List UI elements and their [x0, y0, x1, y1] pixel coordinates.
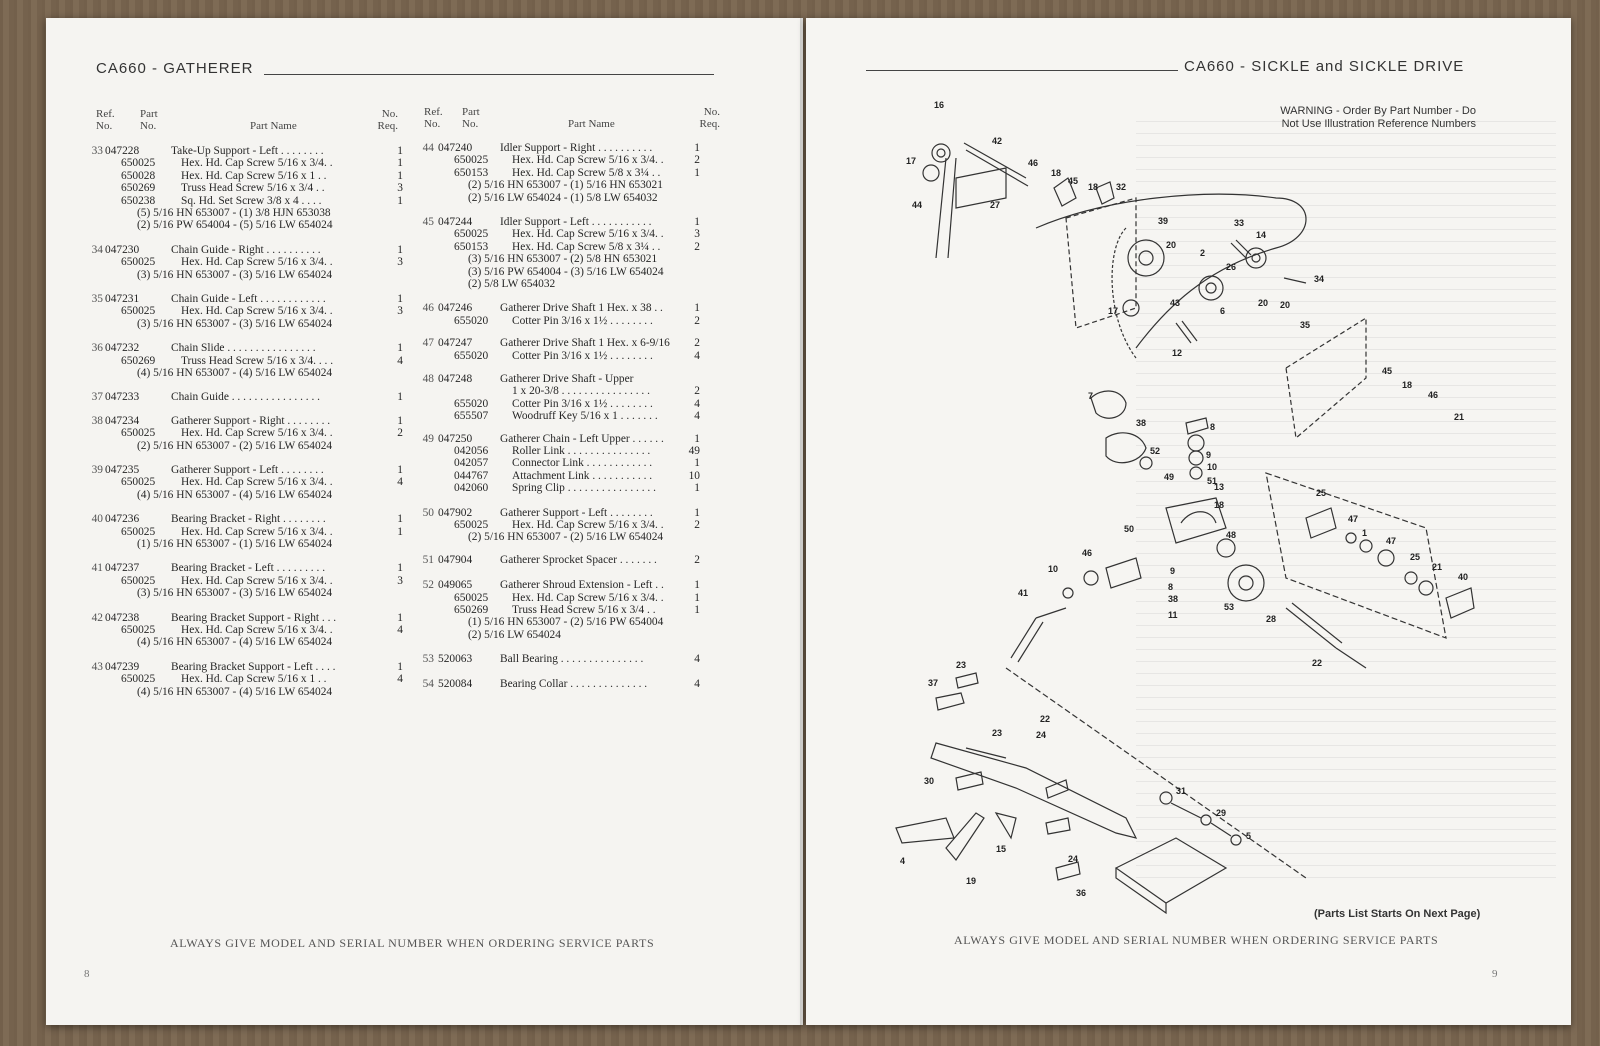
part-number: 042060 — [454, 482, 489, 495]
part-name: Hex. Hd. Cap Screw 5/16 x 3/4. . — [181, 574, 333, 587]
part-name: (2) 5/16 LW 654024 — [468, 628, 561, 641]
callout-number: 18 — [1402, 380, 1413, 390]
callout-number: 47 — [1348, 514, 1359, 524]
part-number: 047239 — [105, 660, 140, 673]
part-name: Hex. Hd. Cap Screw 5/16 x 1 . . — [181, 169, 327, 182]
part-name: Chain Guide . . . . . . . . . . . . . . . . — [171, 391, 321, 404]
part-name: Attachment Link . . . . . . . . . . . — [512, 469, 653, 482]
callout-number: 12 — [1172, 348, 1183, 358]
part-name: Gatherer Support - Left . . . . . . . . — [171, 464, 324, 476]
callout-number: 18 — [1051, 168, 1062, 178]
right-page-header: CA660 - SICKLE and SICKLE DRIVE — [1184, 58, 1465, 75]
part-name: Ball Bearing . . . . . . . . . . . . . . . — [500, 653, 644, 666]
callout-number: 37 — [928, 678, 939, 688]
callout-number: 40 — [1458, 572, 1469, 582]
callout-number: 10 — [1207, 462, 1218, 472]
quantity-required: 1 — [397, 293, 403, 305]
part-name: (2) 5/16 HN 653007 - (1) 5/16 HN 653021 — [468, 179, 663, 192]
part-number: 650238 — [121, 194, 156, 207]
callout-number: 18 — [1088, 182, 1099, 192]
ref-number: 44 — [422, 142, 434, 154]
callout-number: 17 — [1108, 306, 1119, 316]
callout-number: 13 — [1214, 482, 1225, 492]
ref-number: 46 — [422, 302, 434, 315]
callout-number: 21 — [1432, 562, 1443, 572]
quantity-required: 2 — [694, 314, 700, 327]
part-number: 049065 — [438, 579, 473, 592]
part-number: 047234 — [105, 414, 140, 427]
part-name: (3) 5/16 HN 653007 - (3) 5/16 LW 654024 — [137, 317, 333, 330]
callout-number: 19 — [966, 876, 977, 886]
quantity-required: 1 — [694, 579, 700, 592]
quantity-required: 1 — [397, 660, 403, 673]
col-header-ref-2: Ref. No. — [424, 106, 443, 130]
part-number: 650028 — [121, 169, 156, 182]
left-page-number: 8 — [84, 968, 90, 980]
quantity-required: 3 — [694, 228, 700, 241]
callout-number: 23 — [956, 660, 967, 670]
parts-list-note: (Parts List Starts On Next Page) — [1314, 908, 1481, 920]
quantity-required: 1 — [397, 525, 403, 538]
part-name: Gatherer Drive Shaft 1 Hex. x 38 . . — [500, 302, 663, 315]
left-header-rule — [264, 74, 714, 75]
callout-number: 4 — [900, 856, 906, 866]
part-name: (4) 5/16 HN 653007 - (4) 5/16 LW 654024 — [137, 685, 333, 698]
part-name: Hex. Hd. Cap Screw 5/8 x 3¼ . . — [512, 240, 661, 253]
quantity-required: 3 — [397, 256, 403, 269]
part-name: (5) 5/16 HN 653007 - (1) 3/8 HJN 653038 — [137, 207, 331, 219]
exploded-parts-diagram — [806, 78, 1571, 978]
part-number: 650025 — [121, 624, 156, 636]
part-name: Truss Head Screw 5/16 x 3/4 . . — [512, 604, 656, 616]
right-page-number: 9 — [1492, 968, 1498, 980]
ref-number: 43 — [91, 660, 103, 673]
part-name: Hex. Hd. Cap Screw 5/16 x 3/4. . — [181, 624, 333, 636]
quantity-required: 1 — [694, 506, 700, 519]
quantity-required: 10 — [688, 469, 700, 482]
callout-number: 46 — [1428, 390, 1439, 400]
quantity-required: 4 — [694, 410, 700, 423]
quantity-required: 4 — [694, 397, 700, 410]
quantity-required: 1 — [397, 169, 403, 182]
col-header-name: Part Name — [250, 120, 297, 132]
callout-number: 24 — [1036, 730, 1047, 740]
callout-number: 9 — [1206, 450, 1212, 460]
part-name: Hex. Hd. Cap Screw 5/16 x 3/4. . — [181, 157, 333, 170]
part-number: 047228 — [105, 145, 140, 157]
part-name: Spring Clip . . . . . . . . . . . . . . . . — [512, 482, 656, 495]
part-number: 650025 — [121, 305, 156, 318]
quantity-required: 3 — [397, 574, 403, 587]
left-page-header: CA660 - GATHERER — [96, 60, 254, 77]
part-name: Gatherer Support - Right . . . . . . . . — [171, 414, 331, 427]
left-page — [46, 18, 803, 1025]
part-number: 650153 — [454, 166, 489, 179]
col-header-req-2: No. Req. — [699, 106, 720, 130]
part-number: 650153 — [454, 240, 489, 253]
ref-number: 51 — [422, 553, 434, 566]
part-number: 047247 — [438, 337, 473, 350]
callout-number: 38 — [1136, 418, 1147, 428]
ref-number: 53 — [422, 653, 434, 666]
part-number: 655507 — [454, 410, 489, 423]
callout-number: 45 — [1068, 176, 1079, 186]
ref-number: 49 — [422, 432, 434, 445]
callout-number: 23 — [992, 728, 1003, 738]
quantity-required: 2 — [694, 154, 700, 167]
part-name: Chain Slide . . . . . . . . . . . . . . . . — [171, 342, 316, 355]
part-name: (3) 5/16 HN 653007 - (3) 5/16 LW 654024 — [137, 268, 333, 281]
ref-number: 37 — [91, 391, 103, 404]
part-number: 047250 — [438, 432, 473, 445]
callout-number: 20 — [1258, 298, 1269, 308]
quantity-required: 1 — [694, 166, 700, 179]
part-name: (3) 5/16 PW 654004 - (3) 5/16 LW 654024 — [468, 265, 664, 278]
part-number: 047237 — [105, 562, 140, 575]
quantity-required: 1 — [397, 611, 403, 624]
part-name: Hex. Hd. Cap Screw 5/16 x 3/4. . — [512, 228, 664, 241]
quantity-required: 4 — [694, 653, 700, 666]
part-name: Idler Support - Left . . . . . . . . . . . — [500, 216, 652, 228]
ref-number: 41 — [91, 562, 103, 575]
callout-number: 25 — [1316, 488, 1327, 498]
callout-number: 8 — [1210, 422, 1216, 432]
callout-number: 39 — [1158, 216, 1169, 226]
part-name: Hex. Hd. Cap Screw 5/16 x 3/4. . — [181, 256, 333, 269]
callout-number: 32 — [1116, 182, 1127, 192]
callout-number: 11 — [1168, 610, 1178, 620]
callout-number: 42 — [992, 136, 1003, 146]
part-name: (3) 5/16 HN 653007 - (2) 5/8 HN 653021 — [468, 253, 658, 266]
quantity-required: 1 — [397, 414, 403, 427]
callout-number: 35 — [1300, 320, 1311, 330]
part-name: 1 x 20-3/8 . . . . . . . . . . . . . . . . — [512, 385, 650, 398]
quantity-required: 1 — [397, 391, 403, 404]
part-number: 047230 — [105, 243, 140, 256]
col-header-req: No. Req. — [377, 108, 398, 132]
part-number: 655020 — [454, 397, 489, 410]
part-name: Hex. Hd. Cap Screw 5/8 x 3¼ . . — [512, 166, 661, 179]
part-number: 047236 — [105, 513, 140, 526]
part-name: Hex. Hd. Cap Screw 5/16 x 3/4. . — [181, 427, 333, 440]
ref-number: 54 — [422, 677, 434, 690]
callout-number: 48 — [1226, 530, 1237, 540]
right-header-rule — [866, 70, 1178, 71]
part-name: Bearing Bracket - Right . . . . . . . . — [171, 513, 326, 526]
callout-number: 29 — [1216, 808, 1227, 818]
part-name: Chain Guide - Left . . . . . . . . . . . . — [171, 293, 326, 305]
callout-number: 8 — [1168, 582, 1174, 592]
callout-number: 52 — [1150, 446, 1161, 456]
part-number: 047246 — [438, 302, 473, 315]
part-name: Hex. Hd. Cap Screw 5/16 x 3/4. . — [181, 305, 333, 318]
callout-number: 53 — [1224, 602, 1235, 612]
quantity-required: 4 — [397, 476, 403, 489]
part-name: Connector Link . . . . . . . . . . . . — [512, 457, 653, 470]
callout-number: 34 — [1314, 274, 1325, 284]
quantity-required: 1 — [397, 194, 403, 207]
callout-number: 44 — [912, 200, 923, 210]
quantity-required: 4 — [694, 677, 700, 690]
part-name: Woodruff Key 5/16 x 1 . . . . . . . — [512, 410, 658, 423]
ref-number: 48 — [422, 373, 434, 385]
right-footer: ALWAYS GIVE MODEL AND SERIAL NUMBER WHEN ORDERING SERVICE PARTS — [954, 933, 1439, 947]
part-name: Cotter Pin 3/16 x 1½ . . . . . . . . — [512, 349, 653, 362]
col-header-part: Part No. — [140, 108, 158, 132]
part-number: 650025 — [454, 228, 489, 241]
warning-text: WARNING - Order By Part Number - Do Not Use Illustration Reference Numbers — [1280, 105, 1476, 130]
quantity-required: 4 — [397, 354, 403, 367]
ref-number: 40 — [91, 513, 103, 526]
callout-number: 46 — [1082, 548, 1093, 558]
part-name: (2) 5/16 HN 653007 - (2) 5/16 LW 654024 — [468, 531, 664, 544]
part-number: 047248 — [438, 373, 473, 385]
part-number: 044767 — [454, 469, 489, 482]
part-number: 520084 — [438, 677, 473, 690]
ref-number: 39 — [91, 464, 103, 476]
quantity-required: 1 — [694, 604, 700, 616]
callout-number: 28 — [1266, 614, 1277, 624]
part-name: Hex. Hd. Cap Screw 5/16 x 3/4. . — [512, 591, 664, 604]
part-name: Gatherer Drive Shaft 1 Hex. x 6-9/16 — [500, 337, 670, 350]
callout-number: 21 — [1454, 412, 1465, 422]
part-number: 650025 — [121, 256, 156, 269]
part-name: Idler Support - Right . . . . . . . . . . — [500, 142, 653, 154]
quantity-required: 1 — [694, 482, 700, 495]
callout-number: 18 — [1214, 500, 1225, 510]
part-name: Hex. Hd. Cap Screw 5/16 x 3/4. . — [512, 519, 664, 531]
callout-number: 33 — [1234, 218, 1245, 228]
part-name: Bearing Bracket Support - Right . . . — [171, 611, 337, 624]
quantity-required: 3 — [397, 182, 403, 195]
callout-number: 46 — [1028, 158, 1039, 168]
part-number: 650025 — [454, 591, 489, 604]
callout-number: 14 — [1256, 230, 1267, 240]
part-number: 047233 — [105, 391, 140, 404]
callout-number: 31 — [1176, 786, 1187, 796]
part-name: Cotter Pin 3/16 x 1½ . . . . . . . . — [512, 314, 653, 327]
ref-number: 34 — [91, 243, 103, 256]
part-number: 650025 — [454, 154, 489, 167]
part-number: 650025 — [121, 427, 156, 440]
part-number: 047904 — [438, 553, 473, 566]
part-name: Gatherer Drive Shaft - Upper — [500, 373, 634, 385]
callout-number: 45 — [1382, 366, 1393, 376]
callout-number: 7 — [1088, 391, 1094, 401]
quantity-required: 49 — [688, 445, 700, 457]
part-name: Hex. Hd. Cap Screw 5/16 x 3/4. . — [512, 154, 664, 167]
callout-number: 17 — [906, 156, 917, 166]
part-name: (2) 5/16 HN 653007 - (2) 5/16 LW 654024 — [137, 439, 333, 452]
part-name: Truss Head Screw 5/16 x 3/4 . . — [181, 182, 325, 195]
callout-number: 5 — [1246, 831, 1252, 841]
part-name: (2) 5/16 PW 654004 - (5) 5/16 LW 654024 — [137, 219, 333, 232]
part-number: 650025 — [121, 476, 156, 489]
part-number: 650269 — [121, 354, 156, 367]
part-number: 655020 — [454, 349, 489, 362]
part-name: Chain Guide - Right . . . . . . . . . . — [171, 243, 321, 256]
part-name: (2) 5/8 LW 654032 — [468, 278, 556, 290]
quantity-required: 2 — [397, 427, 403, 440]
part-number: 650025 — [454, 519, 489, 531]
callout-number: 36 — [1076, 888, 1087, 898]
part-name: Hex. Hd. Cap Screw 5/16 x 3/4. . — [181, 476, 333, 489]
part-number: 650269 — [121, 182, 156, 195]
part-name: (2) 5/16 LW 654024 - (1) 5/8 LW 654032 — [468, 191, 658, 204]
part-name: Truss Head Screw 5/16 x 3/4. . . . — [181, 354, 334, 367]
part-name: Gatherer Support - Left . . . . . . . . — [500, 506, 653, 519]
part-number: 650025 — [121, 673, 156, 686]
quantity-required: 1 — [397, 145, 403, 157]
part-name: Hex. Hd. Cap Screw 5/16 x 3/4. . — [181, 525, 333, 538]
quantity-required: 1 — [397, 342, 403, 355]
quantity-required: 2 — [694, 553, 700, 566]
quantity-required: 4 — [397, 673, 403, 686]
part-number: 650025 — [121, 525, 156, 538]
part-number: 650025 — [121, 574, 156, 587]
part-number: 047244 — [438, 216, 473, 228]
col-header-ref: Ref. No. — [96, 108, 115, 132]
part-number: 042056 — [454, 445, 489, 457]
quantity-required: 2 — [694, 519, 700, 531]
quantity-required: 4 — [694, 349, 700, 362]
quantity-required: 1 — [694, 216, 700, 228]
callout-number: 30 — [924, 776, 935, 786]
part-name: (4) 5/16 HN 653007 - (4) 5/16 LW 654024 — [137, 367, 333, 379]
part-name: Roller Link . . . . . . . . . . . . . . . — [512, 445, 651, 457]
callout-number: 49 — [1164, 472, 1175, 482]
part-name: Bearing Bracket Support - Left . . . . — [171, 660, 336, 673]
callout-number: 20 — [1280, 300, 1291, 310]
part-name: (4) 5/16 HN 653007 - (4) 5/16 LW 654024 — [137, 636, 333, 649]
part-number: 047240 — [438, 142, 473, 154]
callout-number: 38 — [1168, 594, 1179, 604]
ref-number: 35 — [91, 293, 103, 305]
part-name: Hex. Hd. Cap Screw 5/16 x 1 . . — [181, 673, 327, 686]
ref-number: 47 — [422, 337, 434, 350]
part-number: 042057 — [454, 457, 489, 470]
ref-number: 45 — [422, 216, 434, 228]
part-name: (3) 5/16 HN 653007 - (3) 5/16 LW 654024 — [137, 587, 333, 600]
callout-number: 16 — [934, 100, 945, 110]
part-name: Take-Up Support - Left . . . . . . . . — [171, 145, 324, 157]
ref-number: 42 — [91, 611, 103, 624]
quantity-required: 1 — [694, 302, 700, 315]
part-name: Bearing Collar . . . . . . . . . . . . . . — [500, 677, 648, 690]
quantity-required: 1 — [694, 457, 700, 470]
callout-number: 2 — [1200, 248, 1206, 258]
part-number: 047231 — [105, 293, 140, 305]
callout-number: 27 — [990, 200, 1001, 210]
quantity-required: 2 — [694, 385, 700, 398]
quantity-required: 1 — [397, 464, 403, 476]
quantity-required: 2 — [694, 337, 700, 350]
part-number: 520063 — [438, 653, 473, 666]
callout-number: 41 — [1018, 588, 1029, 598]
part-number: 047235 — [105, 464, 140, 476]
ref-number: 33 — [91, 145, 103, 157]
callout-number: 1 — [1362, 528, 1368, 538]
quantity-required: 1 — [694, 591, 700, 604]
ref-number: 36 — [91, 342, 103, 355]
quantity-required: 1 — [397, 562, 403, 575]
callout-number: 25 — [1410, 552, 1421, 562]
part-name: Gatherer Sprocket Spacer . . . . . . . — [500, 553, 657, 566]
part-name: Bearing Bracket - Left . . . . . . . . . — [171, 562, 326, 575]
part-name: (4) 5/16 HN 653007 - (4) 5/16 LW 654024 — [137, 488, 333, 501]
callout-number: 15 — [996, 844, 1007, 854]
callout-number: 50 — [1124, 524, 1135, 534]
callout-number: 20 — [1166, 240, 1177, 250]
part-name: Cotter Pin 3/16 x 1½ . . . . . . . . — [512, 397, 653, 410]
callout-number: 10 — [1048, 564, 1059, 574]
part-name: (1) 5/16 HN 653007 - (1) 5/16 LW 654024 — [137, 538, 333, 550]
quantity-required: 1 — [694, 432, 700, 445]
quantity-required: 3 — [397, 305, 403, 318]
callout-number: 22 — [1312, 658, 1323, 668]
quantity-required: 2 — [694, 240, 700, 253]
ref-number: 50 — [422, 506, 434, 519]
part-number: 047902 — [438, 506, 473, 519]
part-number: 650025 — [121, 157, 156, 170]
left-footer: ALWAYS GIVE MODEL AND SERIAL NUMBER WHEN ORDERING SERVICE PARTS — [170, 936, 655, 950]
ref-number: 38 — [91, 414, 103, 427]
callout-number: 43 — [1170, 298, 1181, 308]
quantity-required: 1 — [397, 243, 403, 256]
quantity-required: 1 — [397, 513, 403, 526]
part-number: 655020 — [454, 314, 489, 327]
callout-number: 51 — [1207, 476, 1218, 486]
quantity-required: 4 — [397, 624, 403, 636]
col-header-part-2: Part No. — [462, 106, 480, 130]
right-page — [806, 18, 1571, 1025]
part-name: (1) 5/16 HN 653007 - (2) 5/16 PW 654004 — [468, 616, 664, 629]
callout-number: 9 — [1170, 566, 1176, 576]
part-number: 047238 — [105, 611, 140, 624]
ref-number: 52 — [422, 579, 434, 592]
part-name: Gatherer Chain - Left Upper . . . . . . — [500, 432, 664, 445]
callout-number: 47 — [1386, 536, 1397, 546]
callout-number: 6 — [1220, 306, 1226, 316]
part-name: Gatherer Shroud Extension - Left . . — [500, 579, 664, 592]
callout-number: 24 — [1068, 854, 1079, 864]
quantity-required: 1 — [694, 142, 700, 154]
part-name: Sq. Hd. Set Screw 3/8 x 4 . . . . — [181, 194, 322, 207]
callout-number: 26 — [1226, 262, 1237, 272]
callout-number: 22 — [1040, 714, 1051, 724]
quantity-required: 1 — [397, 157, 403, 170]
part-number: 650269 — [454, 604, 489, 616]
part-number: 047232 — [105, 342, 140, 355]
col-header-name-2: Part Name — [568, 118, 615, 130]
